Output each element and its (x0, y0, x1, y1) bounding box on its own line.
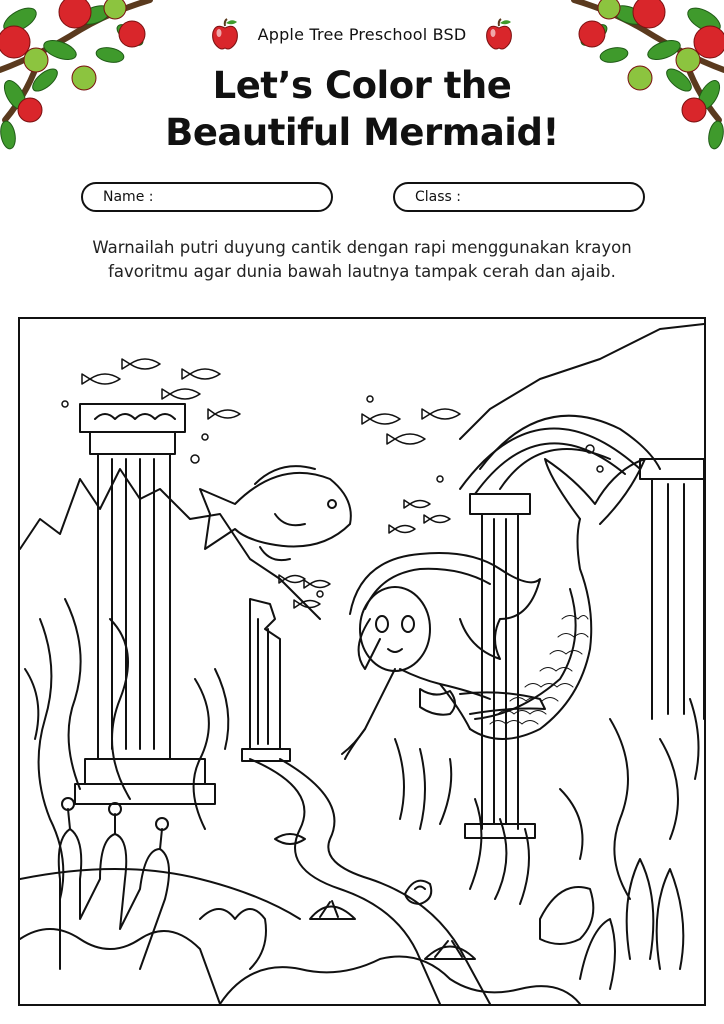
name-field[interactable] (81, 182, 333, 212)
class-input[interactable] (473, 184, 651, 210)
name-label: Name : (103, 189, 154, 205)
rocks-bottom (220, 957, 580, 1005)
instructions-text: Warnailah putri duyung cantik dengan rapi menggunakan krayon favoritmu agar dunia bawah lautnya tampak cerah dan ajaib. (92, 238, 632, 281)
school-name: Apple Tree Preschool BSD (257, 24, 467, 44)
big-fish (200, 466, 351, 560)
middle-column (242, 599, 290, 761)
seaweed-center (395, 739, 529, 904)
page-title-line-1: Let’s Color the (212, 64, 512, 107)
coral-left (20, 798, 266, 1004)
coral-right (540, 699, 699, 989)
apple-icon (484, 18, 514, 50)
name-input[interactable] (161, 184, 339, 210)
seashells (275, 834, 475, 959)
mermaid-coloring-illustration (18, 317, 706, 1006)
page-title (0, 62, 724, 156)
class-field[interactable] (393, 182, 645, 212)
class-label: Class : (415, 189, 461, 205)
left-column (75, 404, 215, 804)
apple-icon (210, 18, 240, 50)
fish-school (82, 359, 460, 608)
page-title-line-2: Beautiful Mermaid! (165, 111, 559, 154)
school-header (0, 16, 724, 52)
